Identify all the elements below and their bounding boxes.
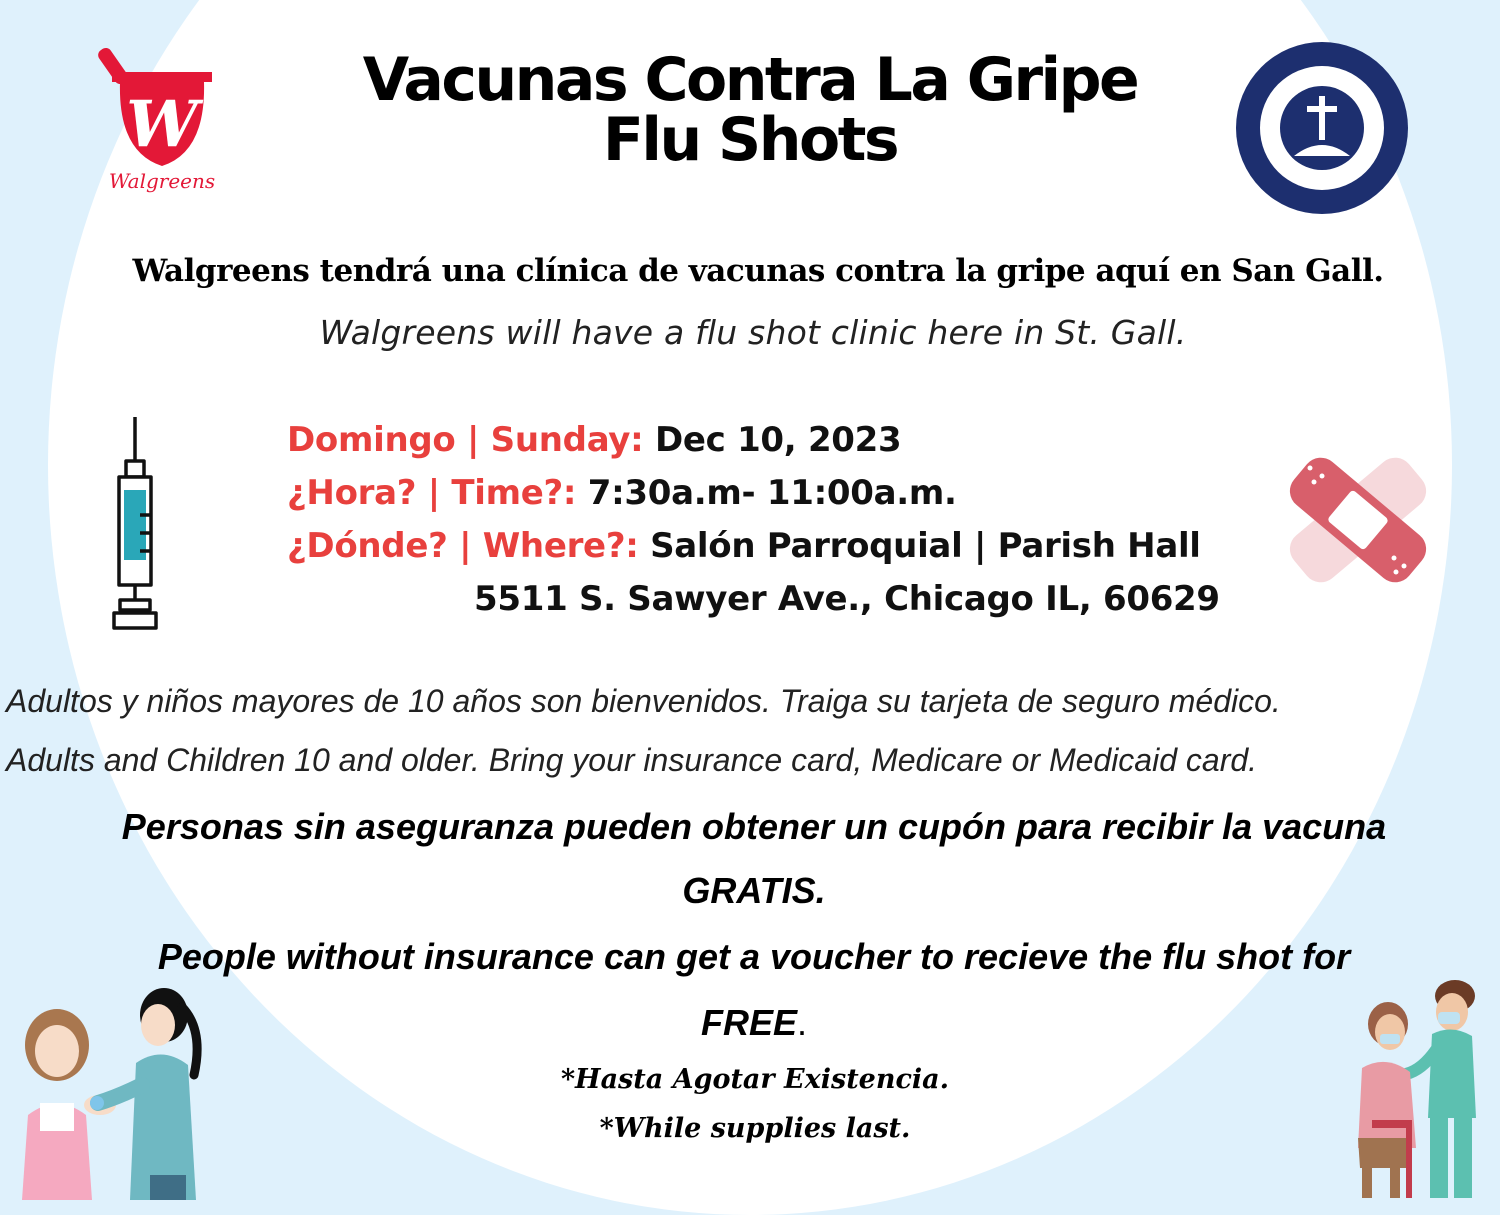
nurse-child-vaccination-illustration: [2, 985, 212, 1200]
detail-place-row: [287, 526, 1201, 566]
date-label: Domingo | Sunday:: [287, 420, 644, 460]
seal-cross-vertical: [1319, 96, 1325, 140]
free-voucher-spanish-line2: GRATIS.: [682, 870, 826, 911]
date-value: Dec 10, 2023: [655, 420, 902, 460]
walgreens-logo: [100, 42, 230, 192]
walgreens-wordmark: Walgreens: [108, 169, 216, 193]
parish-seal-logo: [1232, 38, 1412, 218]
detail-date-row: [287, 420, 901, 460]
free-voucher-english-line1: People without insurance can get a voucher to recieve the flu shot for: [157, 936, 1351, 977]
free-voucher-spanish-line1: Personas sin aseguranza pueden obtener un cupón para recibir la vacuna: [121, 806, 1387, 847]
syringe-icon: [106, 415, 166, 635]
free-period: .: [797, 1002, 808, 1043]
free-voucher-english-line2: [0, 1002, 1500, 1044]
intro-english: Walgreens will have a flu shot clinic here in St. Gall.: [319, 313, 1187, 352]
detail-address: 5511 S. Sawyer Ave., Chicago IL, 60629: [474, 579, 1220, 619]
intro-spanish: Walgreens tendrá una clínica de vacunas contra la gripe aquí en San Gall.: [132, 253, 1384, 289]
walgreens-w-mark: W: [126, 87, 198, 162]
page-title-english: Flu Shots: [602, 105, 898, 175]
seal-cross-horizontal: [1307, 106, 1337, 112]
time-value: 7:30a.m- 11:00a.m.: [587, 473, 957, 513]
free-word: FREE: [700, 1002, 797, 1043]
supply-note-english: *While supplies last.: [599, 1113, 911, 1144]
nurse-woman-vaccination-illustration: [1340, 978, 1490, 1198]
bandage-icon: [1268, 430, 1448, 610]
eligibility-note-spanish: Adultos y niños mayores de 10 años son bienvenidos. Traiga su tarjeta de seguro médico.: [6, 683, 1281, 719]
eligibility-note-english: Adults and Children 10 and older. Bring your insurance card, Medicare or Medicaid card.: [6, 742, 1258, 778]
place-value: Salón Parroquial | Parish Hall: [650, 526, 1201, 566]
time-label: ¿Hora? | Time?:: [287, 473, 577, 513]
page-title-spanish: Vacunas Contra La Gripe: [362, 45, 1138, 115]
detail-time-row: [287, 473, 957, 513]
place-label: ¿Dónde? | Where?:: [287, 526, 639, 566]
supply-note-spanish: *Hasta Agotar Existencia.: [560, 1064, 950, 1095]
